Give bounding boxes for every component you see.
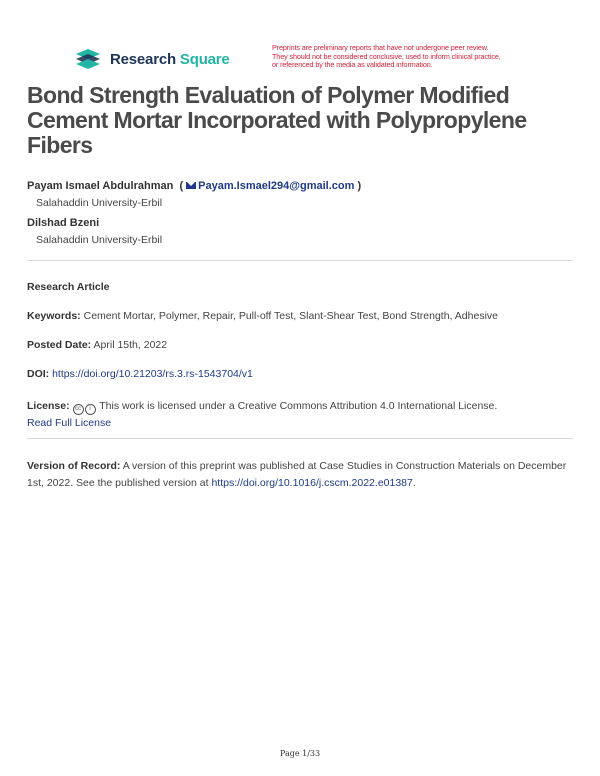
version-of-record bbox=[27, 458, 573, 492]
research-square-logo[interactable] bbox=[74, 47, 230, 71]
author-1 bbox=[27, 180, 361, 192]
logo-text bbox=[110, 51, 230, 68]
posted-date-row bbox=[27, 337, 573, 353]
doi-label: DOI: bbox=[27, 368, 50, 380]
article-type-value: Research Article bbox=[27, 281, 110, 293]
license-row bbox=[27, 398, 573, 431]
author-1-affiliation: Salahaddin University-Erbil bbox=[36, 197, 163, 209]
email-paren-open: ( bbox=[176, 180, 184, 192]
divider bbox=[27, 260, 573, 261]
posted-date-value: April 15th, 2022 bbox=[93, 339, 168, 351]
notice-line: or referenced by the media as validated information. bbox=[272, 60, 433, 70]
email-paren-close: ) bbox=[354, 180, 362, 192]
posted-date-label: Posted Date: bbox=[27, 339, 92, 351]
author-email-link[interactable]: Payam.Ismael294@gmail.com bbox=[198, 180, 355, 192]
doi-row bbox=[27, 366, 573, 382]
notice-line: They should not be considered conclusive, used to inform clinical practice, bbox=[272, 51, 501, 61]
cc-icon: cc bbox=[73, 404, 84, 415]
author-name: Payam Ismael Abdulrahman bbox=[27, 180, 174, 192]
logo-word-research: Research bbox=[110, 50, 176, 68]
preprint-notice bbox=[272, 44, 542, 70]
keywords-row bbox=[27, 308, 573, 324]
vor-text: A version of this preprint was published at Case Studies in Construction Materials on December 1st, 2022. See the published version at bbox=[27, 460, 567, 489]
keywords-value: Cement Mortar, Polymer, Repair, Pull-off Test, Slant-Shear Test, Bond Strength, Adhesive bbox=[83, 310, 498, 322]
divider bbox=[27, 438, 573, 439]
vor-doi-link[interactable]: https://doi.org/10.1016/j.cscm.2022.e01387 bbox=[211, 477, 413, 489]
notice-line: Preprints are preliminary reports that have not undergone peer review. bbox=[272, 43, 489, 52]
author-2-affiliation: Salahaddin University-Erbil bbox=[36, 234, 163, 246]
article-type bbox=[27, 279, 573, 295]
vor-label: Version of Record: bbox=[27, 460, 121, 472]
author-name: Dilshad Bzeni bbox=[27, 217, 100, 229]
logo-word-square: Square bbox=[179, 50, 230, 68]
read-full-license-link[interactable]: Read Full License bbox=[27, 417, 112, 429]
license-label: License: bbox=[27, 400, 70, 412]
author-2 bbox=[27, 217, 99, 229]
research-square-logo-icon bbox=[74, 47, 102, 71]
attribution-icon: i bbox=[85, 404, 96, 415]
license-text: This work is licensed under a Creative Commons Attribution 4.0 International License. bbox=[99, 400, 498, 412]
paper-title: Bond Strength Evaluation of Polymer Modified Cement Mortar Incorporated with Polypropylene Fibers bbox=[27, 82, 527, 158]
keywords-label: Keywords: bbox=[27, 310, 81, 322]
vor-end: . bbox=[412, 477, 416, 489]
page-number: Page 1/33 bbox=[279, 749, 321, 758]
envelope-icon bbox=[186, 182, 196, 189]
doi-link[interactable]: https://doi.org/10.21203/rs.3.rs-1543704/v1 bbox=[52, 368, 253, 380]
